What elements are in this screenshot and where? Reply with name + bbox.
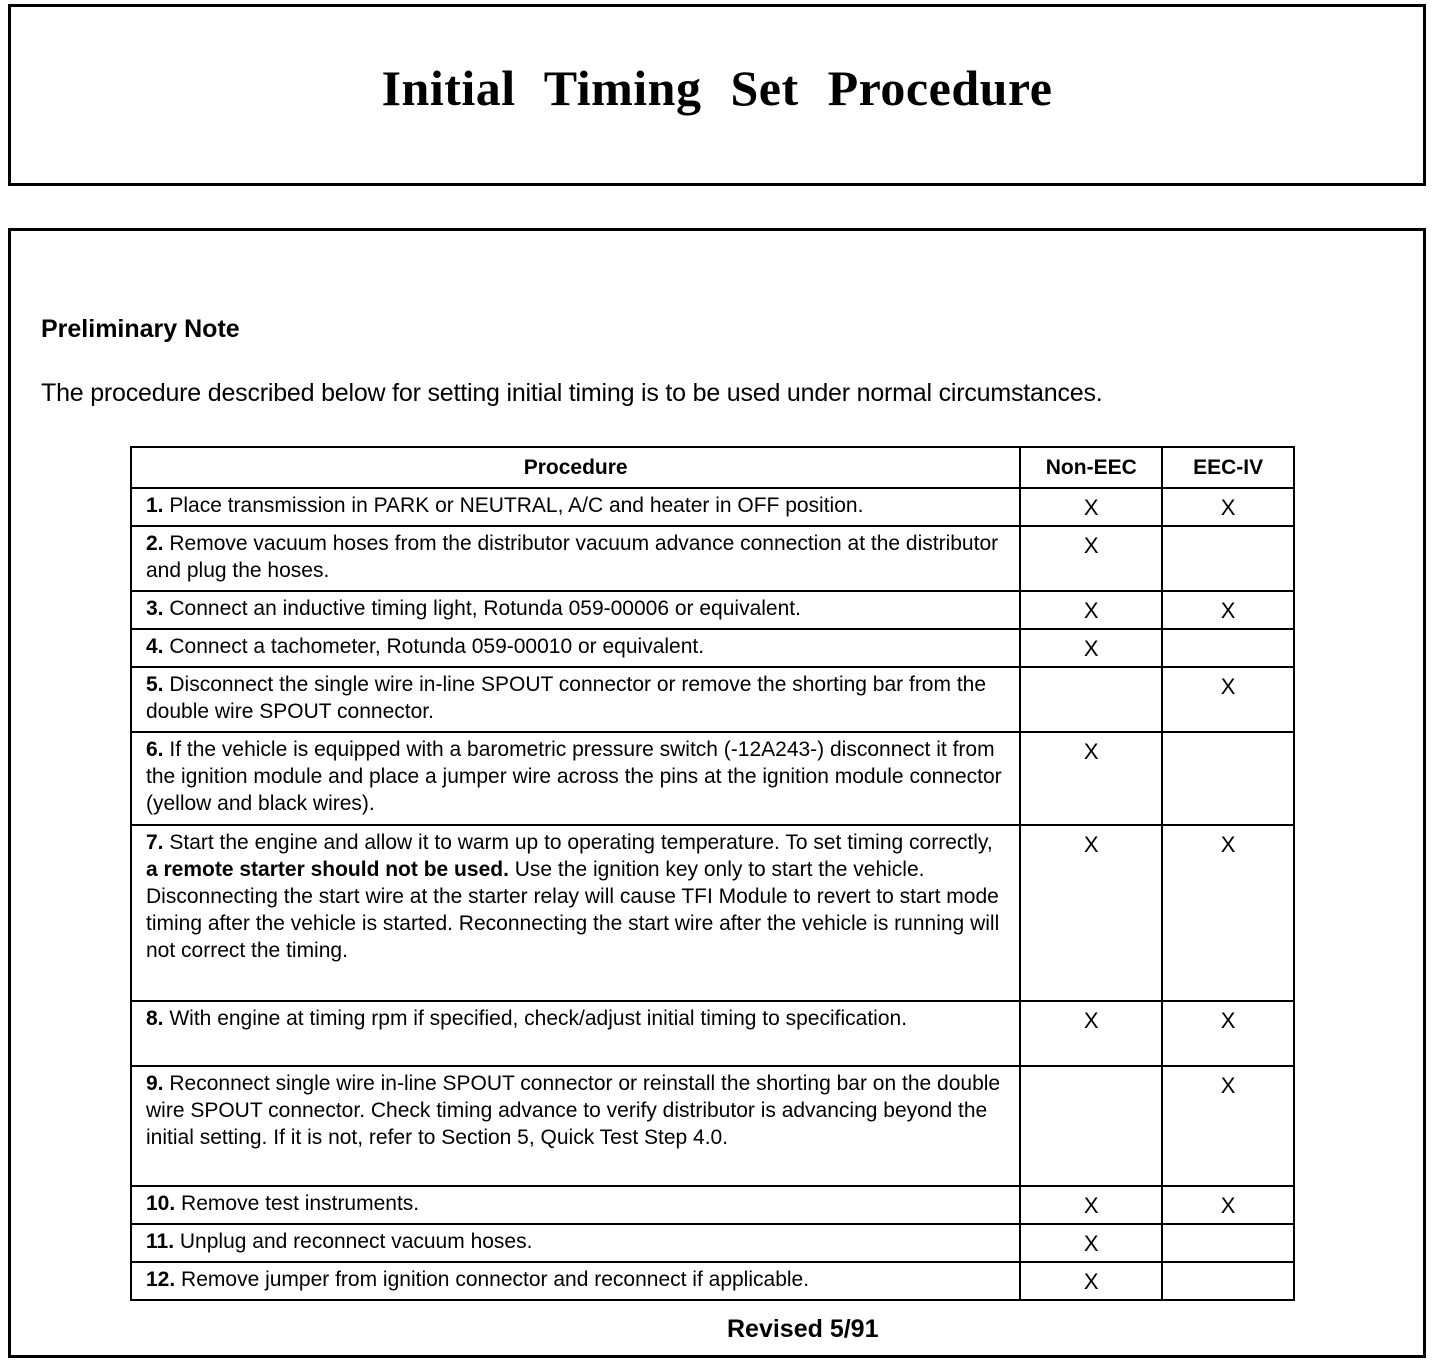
step-number: 4. <box>146 635 164 658</box>
table-row <box>131 667 1294 732</box>
step-cell <box>131 1224 1020 1262</box>
table-row <box>131 1001 1294 1066</box>
non-eec-mark: X <box>1020 1186 1162 1224</box>
header-non-eec: Non-EEC <box>1020 447 1162 488</box>
title-box <box>8 4 1426 186</box>
preliminary-note-text: The procedure described below for setting initial timing is to be used under normal circumstances. <box>41 379 1103 407</box>
step-cell <box>131 1001 1020 1066</box>
eec-iv-mark <box>1162 732 1294 825</box>
eec-iv-mark <box>1162 526 1294 591</box>
step-text: Place transmission in PARK or NEUTRAL, A/C and heater in OFF position. <box>169 494 864 517</box>
step-cell <box>131 526 1020 591</box>
non-eec-mark: X <box>1020 526 1162 591</box>
eec-iv-mark: X <box>1162 825 1294 1001</box>
non-eec-mark: X <box>1020 1224 1162 1262</box>
step-number: 6. <box>146 738 164 761</box>
step-text: Disconnect the single wire in-line SPOUT connector or remove the shorting bar from the double wire SPOUT connector. <box>146 673 987 723</box>
procedure-table <box>130 446 1295 1301</box>
step-text: Reconnect single wire in-line SPOUT connector or reinstall the shorting bar on the double wire SPOUT connector. Check timing advance to verify distributor is advancing beyond the initial setting. If it is not, refer to Section 5, Quick Test Step 4.0. <box>146 1072 1001 1149</box>
non-eec-mark: X <box>1020 1262 1162 1300</box>
step-number: 5. <box>146 673 164 696</box>
non-eec-mark: X <box>1020 732 1162 825</box>
step-text: Unplug and reconnect vacuum hoses. <box>179 1230 533 1253</box>
eec-iv-mark: X <box>1162 1186 1294 1224</box>
step-cell <box>131 1186 1020 1224</box>
eec-iv-mark: X <box>1162 488 1294 526</box>
step-number: 3. <box>146 597 164 620</box>
table-row <box>131 1186 1294 1224</box>
table-row <box>131 1262 1294 1300</box>
step-cell <box>131 732 1020 825</box>
preliminary-note-heading: Preliminary Note <box>41 315 240 343</box>
table-row <box>131 526 1294 591</box>
step-cell <box>131 1066 1020 1186</box>
step-number: 7. <box>146 831 164 854</box>
step-text: Remove jumper from ignition connector and reconnect if applicable. <box>181 1268 810 1291</box>
non-eec-mark: X <box>1020 629 1162 667</box>
non-eec-mark: X <box>1020 825 1162 1001</box>
content-box <box>8 228 1426 1358</box>
step-number: 1. <box>146 494 164 517</box>
step-number: 9. <box>146 1072 164 1095</box>
step-text: If the vehicle is equipped with a barometric pressure switch (-12A243-) disconnect it from the ignition module and place a jumper wire across the pins at the ignition module connector (yellow and black wires). <box>146 738 1002 815</box>
step-text: Use the ignition key only to start the vehicle. Disconnecting the start wire at the starter relay will cause TFI Module to revert to start mode timing after the vehicle is started. Reconnecting the start wire after the vehicle is running will not correct the timing. <box>146 858 1000 962</box>
header-eec-iv: EEC-IV <box>1162 447 1294 488</box>
page-title: Initial Timing Set Procedure <box>381 60 1053 116</box>
step-number: 8. <box>146 1007 164 1030</box>
table-row <box>131 1224 1294 1262</box>
step-text: Remove test instruments. <box>181 1192 420 1215</box>
step-number: 12. <box>146 1268 176 1291</box>
table-row <box>131 488 1294 526</box>
non-eec-mark <box>1020 667 1162 732</box>
step-number: 10. <box>146 1192 176 1215</box>
table-row <box>131 825 1294 1001</box>
eec-iv-mark <box>1162 629 1294 667</box>
eec-iv-mark <box>1162 1262 1294 1300</box>
non-eec-mark <box>1020 1066 1162 1186</box>
step-cell <box>131 667 1020 732</box>
step-text: Start the engine and allow it to warm up to operating temperature. To set timing correctly, <box>169 831 993 854</box>
table-header-row <box>131 447 1294 488</box>
step-text: With engine at timing rpm if specified, check/adjust initial timing to specification. <box>169 1007 908 1030</box>
step-cell <box>131 825 1020 1001</box>
step-text: Connect an inductive timing light, Rotunda 059-00006 or equivalent. <box>169 597 801 620</box>
step-cell <box>131 1262 1020 1300</box>
table-row <box>131 732 1294 825</box>
step-emphasis: a remote starter should not be used. <box>146 858 509 881</box>
step-cell <box>131 629 1020 667</box>
eec-iv-mark: X <box>1162 667 1294 732</box>
step-number: 2. <box>146 532 164 555</box>
step-number: 11. <box>146 1230 175 1253</box>
header-procedure: Procedure <box>131 447 1020 488</box>
eec-iv-mark: X <box>1162 591 1294 629</box>
revision-note: Revised 5/91 <box>727 1315 879 1343</box>
table-row <box>131 591 1294 629</box>
table-row <box>131 629 1294 667</box>
non-eec-mark: X <box>1020 1001 1162 1066</box>
step-text: Remove vacuum hoses from the distributor vacuum advance connection at the distributor and plug the hoses. <box>146 532 999 582</box>
step-text: Connect a tachometer, Rotunda 059-00010 or equivalent. <box>169 635 705 658</box>
step-cell <box>131 488 1020 526</box>
table-row <box>131 1066 1294 1186</box>
eec-iv-mark: X <box>1162 1001 1294 1066</box>
non-eec-mark: X <box>1020 488 1162 526</box>
step-cell <box>131 591 1020 629</box>
non-eec-mark: X <box>1020 591 1162 629</box>
eec-iv-mark <box>1162 1224 1294 1262</box>
eec-iv-mark: X <box>1162 1066 1294 1186</box>
